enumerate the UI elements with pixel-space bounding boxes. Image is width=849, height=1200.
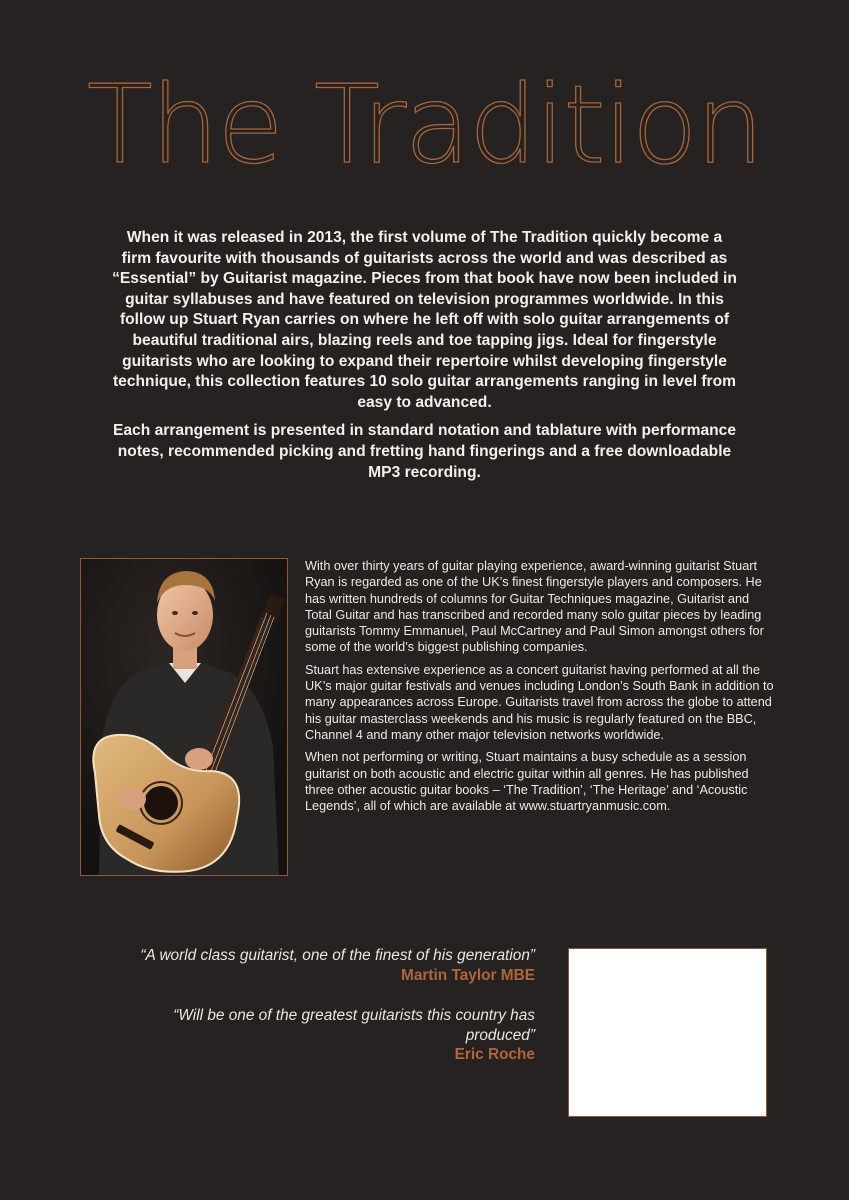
testimonial-text: “A world class guitarist, one of the finest of his generation”	[140, 947, 535, 964]
intro-paragraph-1: When it was released in 2013, the first volume of The Tradition quickly become a firm favourite with thousands of guitarists across the world and was described as “Essential” by Guitarist magazine. Pieces from that book have now been included in guitar syllabuses and have featured on television programmes worldwide. In this follow up Stuart Ryan carries on where he left off with solo guitar arrangements of beautiful traditional airs, blazing reels and toe tapping jigs. Ideal for fingerstyle guitarists who are looking to expand their repertoire whilst developing fingerstyle technique, this collection features 10 solo guitar arrangements ranging in level from easy to advanced.	[112, 229, 737, 411]
testimonial-author: Eric Roche	[454, 1046, 535, 1063]
testimonial-author: Martin Taylor MBE	[401, 966, 535, 984]
barcode-placeholder	[568, 948, 767, 1117]
book-title: The Tradition	[86, 63, 763, 188]
testimonials	[60, 946, 535, 1086]
intro-paragraph-2: Each arrangement is presented in standard notation and tablature with performance notes, recommended picking and fretting hand fingerings and a free downloadable MP3 recording.	[112, 422, 736, 481]
author-guitar-portrait	[81, 559, 287, 875]
testimonial	[60, 946, 535, 985]
bio-paragraph-2: Stuart has extensive experience as a concert guitarist having performed at all the UK’s major guitar festivals and venues including London’s South Bank in addition to many appearances across Europe. Guitarists travel from across the globe to attend his guitar masterclass weekends and his music is regularly featured on the BBC, Channel 4 and many other major television networks worldwide.	[305, 662, 774, 742]
bio-paragraph-1: With over thirty years of guitar playing experience, award-winning guitarist Stuart Ryan is regarded as one of the UK’s finest fingerstyle players and composers. He has written hundreds of columns for Guitar Techniques magazine, Guitarist and Total Guitar and has transcribed and recorded many solo guitar pieces by leading guitarists Tommy Emmanuel, Paul McCartney and Paul Simon amongst others for some of the world’s biggest publishing companies.	[305, 559, 764, 655]
author-photo	[80, 558, 288, 876]
author-bio	[305, 558, 775, 820]
testimonial-text: “Will be one of the greatest guitarists this country has produced”	[173, 1007, 535, 1044]
testimonial	[60, 1006, 535, 1065]
bio-paragraph-3: When not performing or writing, Stuart maintains a busy schedule as a session guitarist on both acoustic and electric guitar within all genres. He has published three other acoustic guitar books – ‘The Tradition’, ‘The Heritage’ and ‘Acoustic Legends’, all of which are available at www.stuartryanmusic.com.	[305, 750, 749, 814]
intro-block	[110, 228, 739, 491]
